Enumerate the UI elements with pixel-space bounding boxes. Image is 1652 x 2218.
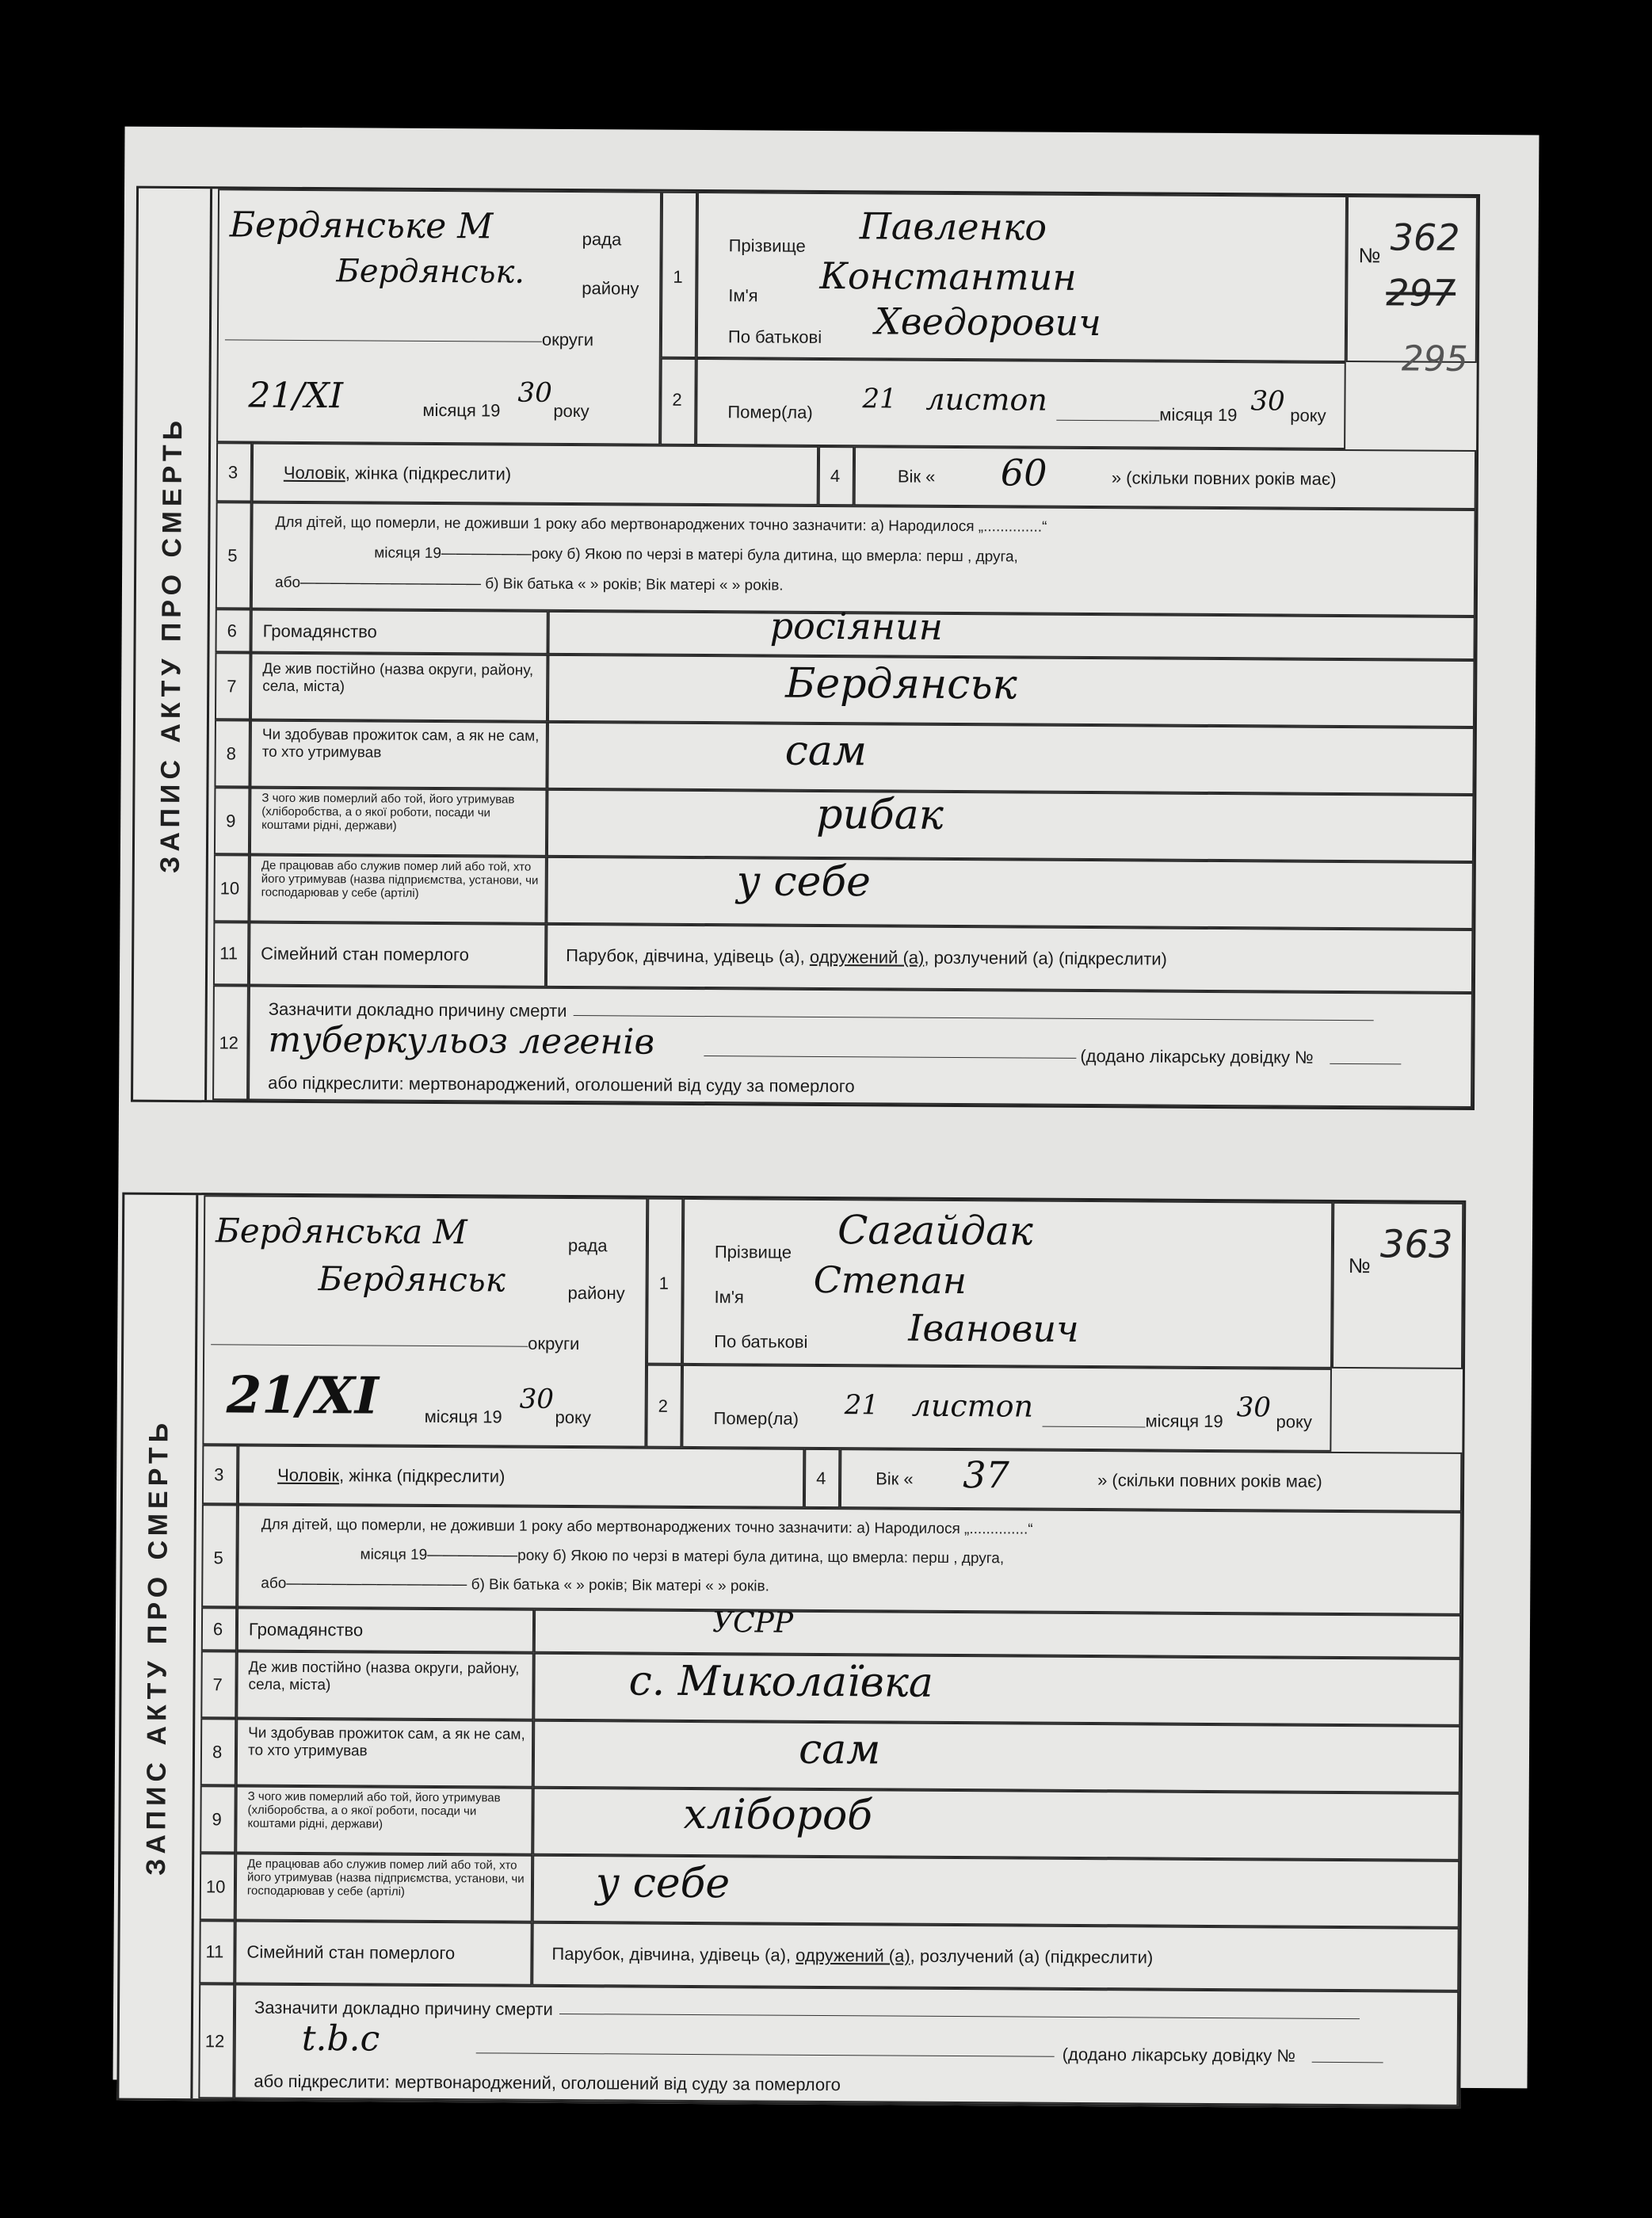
reg-date-value: 21/XI (226, 1365, 380, 1426)
record-number: 363 (1379, 1222, 1453, 1267)
alt-label: або підкреслити: мертвонароджений, оголошений від суду за померлого (268, 1072, 855, 1097)
livelihood-label: Чи здобував прожиток сам, а як не сам, то хто утримував (247, 1724, 525, 1760)
raion-value: Бердянськ (318, 1259, 506, 1300)
death-day-value: 21 (844, 1389, 879, 1422)
reg-year-label: року (555, 1407, 592, 1428)
marital-options: Парубок, дівчина, удівець (а), одружений (а), розлучений (а) (підкреслити) (566, 945, 1168, 969)
reg-year-value: 30 (519, 1383, 555, 1415)
cause-value: туберкульоз легенів (268, 1019, 655, 1063)
children-line-2: місяця 19——————року б) Якою по черзі в матері була дитина, що вмерла: перш , друга, (360, 1546, 1005, 1567)
death-day-value: 21 (862, 383, 897, 415)
raion-label: району (582, 278, 639, 299)
citizenship-value: росіянин (769, 604, 944, 648)
children-line-2: місяця 19——————року б) Якою по черзі в матері була дитина, що вмерла: перш , друга, (374, 544, 1018, 566)
certificate-label: (додано лікарську довідку № (1062, 2044, 1296, 2066)
okruhy-label: округи (541, 329, 594, 350)
age-value: 60 (1000, 451, 1047, 494)
rada-label: рада (582, 229, 622, 250)
certificate-label: (додано лікарську довідку № (1080, 1045, 1314, 1067)
citizenship-label: Громадянство (262, 620, 377, 642)
children-line-1: Для дітей, що померли, не доживши 1 року або мертвонароджених точно зазначити: а) Народилося „..............“ (275, 513, 1047, 536)
reg-year-label: року (553, 400, 589, 422)
age-tail: » (скільки повних років має) (1097, 1470, 1322, 1491)
death-year-label: року (1290, 405, 1326, 426)
occupation-value: рибак (816, 790, 944, 839)
old-record-number-2: 295 (1401, 338, 1468, 380)
death-month-label: місяця 19 (1159, 404, 1238, 426)
rada-value: Бердянська М (215, 1211, 467, 1252)
name-label: Ім'я (714, 1287, 744, 1308)
surname-label: Прізвище (714, 1242, 792, 1262)
death-month-value: листоп (911, 1388, 1034, 1424)
children-line-3: або———————————— б) Вік батька « » років; Вік матері « » років. (261, 1575, 769, 1595)
death-year-value: 30 (1236, 1391, 1272, 1424)
age-value: 37 (963, 1453, 1009, 1497)
sex-label: Чоловік, жінка (підкреслити) (283, 462, 512, 484)
rada-value: Бердянське М (229, 204, 494, 247)
reg-date-value: 21/XI (248, 375, 344, 417)
patronymic-label: По батькові (727, 326, 822, 347)
okruhy-label: округи (528, 1333, 580, 1354)
alt-label: або підкреслити: мертвонароджений, оголошений від суду за померлого (254, 2071, 841, 2095)
record-number: 362 (1390, 216, 1460, 259)
death-year-label: року (1276, 1411, 1313, 1432)
reg-month-label: місяця 19 (422, 399, 501, 421)
name-label: Ім'я (728, 285, 758, 306)
number-label: № (1358, 243, 1381, 268)
patronymic-label: По батькові (714, 1331, 808, 1352)
residence-label: Де жив постійно (назва округи, району, села, міста) (262, 660, 534, 696)
livelihood-label: Чи здобував прожиток сам, а як не сам, то хто утримував (261, 726, 540, 762)
occupation-label: З чого жив померлий або той, його утримував (хліборобства, а о якої роботи, посади чи коштами рідні, держави) (261, 791, 515, 833)
surname-label: Прізвище (728, 235, 806, 256)
workplace-label: Де працював або служив помер лий або той, хто його утримував (назва підприємства, установи, чи господарював у себе (артілі) (261, 858, 539, 900)
age-tail: » (скільки повних років має) (1111, 468, 1337, 489)
citizenship-label: Громадянство (248, 1619, 364, 1640)
death-label: Помер(ла) (727, 402, 813, 422)
livelihood-value: сам (798, 1725, 881, 1774)
raion-label: району (567, 1283, 625, 1304)
cause-label: Зазначити докладно причину смерти (254, 1997, 553, 2019)
marital-options: Парубок, дівчина, удівець (а), одружений (а), розлучений (а) (підкреслити) (551, 1943, 1154, 1968)
death-month-label: місяця 19 (1145, 1411, 1223, 1432)
reg-year-value: 30 (517, 376, 552, 409)
document-page (113, 127, 1539, 2095)
livelihood-value: сам (784, 727, 868, 776)
marital-label: Сімейний стан померлого (261, 943, 469, 965)
marital-label: Сімейний стан померлого (246, 1941, 456, 1964)
residence-label: Де жив постійно (назва округи, району, села, міста) (248, 1659, 520, 1694)
citizenship-value: УСРР (712, 1606, 794, 1640)
death-month-value: листоп (925, 381, 1047, 418)
residence-value: с. Миколаївка (628, 1657, 934, 1707)
occupation-value: хлібороб (683, 1790, 873, 1840)
cause-value: t.b.c (301, 2018, 380, 2060)
name-value: Степан (813, 1258, 967, 1303)
children-line-3: або———————————— б) Вік батька « » років; Вік матері « » років. (274, 574, 784, 594)
record-side-title: ЗАПИС АКТУ ПРО СМЕРТЬ (133, 189, 212, 1101)
cause-label: Зазначити докладно причину смерти (268, 998, 567, 1021)
death-year-value: 30 (1250, 385, 1285, 418)
death-label: Помер(ла) (713, 1408, 799, 1429)
surname-value: Павленко (859, 204, 1047, 249)
surname-value: Сагайдак (837, 1207, 1033, 1254)
age-label: Вік « (876, 1468, 914, 1489)
death-record-1: ЗАПИС АКТУ ПРО СМЕРТЬ Бердянське М рада Бердянськ. району округи 21/XI місяця 19 30 року 1 2 Прізвище Павленко Ім'я Константин По батькові Хведорович Помер(ла) 21 листоп місяця 19 30 року № 362 297 295 3 Чоловік, жінка (підкреслити) 4 Вік « 60 » (скільки повних років має) 5 Для дітей, що померли, не доживши 1 року або мертвонароджених точно зазначити: а) Народилося „..............“ місяця 19——————року б) Якою по черзі в матері була дитина, що вмерла: перш , друга, або———————————— б) Вік батька « » років; Вік матері « » років. 6 Громадянство росіянин 7 Де жив постійно (назва округи, району, села, міста) Бердянськ 8 Чи здобував прожиток сам, а як не сам, то хто утримував сам 9 З чого жив померлий або той, його утримував (хліборобства, а о якої роботи, посади чи коштами рідні, держави) рибак 10 Де працював або служив помер лий або той, хто його утримував (назва підприємства, установи, чи господарював у себе (артілі) у себе 11 Сімейний стан померлого Парубок, дівчина, удівець (а), одружений (а), розлучений (а) (підкреслити) 12 Зазначити докладно причину смерти туберкульоз легенів (додано лікарську довідку № або підкреслити: мертвонароджений, оголошений від суду за померлого (131, 186, 1480, 1110)
workplace-value: у себе (595, 1859, 731, 1908)
children-line-1: Для дітей, що померли, не доживши 1 року або мертвонароджених точно зазначити: а) Народилося „..............“ (261, 1516, 1033, 1538)
death-record-2: ЗАПИС АКТУ ПРО СМЕРТЬ Бердянська М рада Бердянськ району округи 21/XI місяця 19 30 року 1 2 Прізвище Сагайдак Ім'я Степан По батькові Іванович Помер(ла) 21 листоп місяця 19 30 року № 363 3 Чоловік, жінка (підкреслити) 4 Вік « 37 » (скільки повних років має) 5 Для дітей, що померли, не доживши 1 року або мертвонароджених точно зазначити: а) Народилося „..............“ місяця 19——————року б) Якою по черзі в матері була дитина, що вмерла: перш , друга, або———————————— б) Вік батька « » років; Вік матері « » років. 6 Громадянство УСРР 7 Де жив постійно (назва округи, району, села, міста) с. Миколаївка 8 Чи здобував прожиток сам, а як не сам, то хто утримував сам 9 З чого жив померлий або той, його утримував (хліборобства, а о якої роботи, посади чи коштами рідні, держави) хлібороб 10 Де працював або служив помер лий або той, хто його утримував (назва підприємства, установи, чи господарював у себе (артілі) у себе 11 Сімейний стан померлого Парубок, дівчина, удівець (а), одружений (а), розлучений (а) (підкреслити) 12 Зазначити докладно причину смерти t.b.c (додано лікарську довідку № або підкреслити: мертвонароджений, оголошений від суду за померлого (116, 1193, 1466, 2109)
record-side-title: ЗАПИС АКТУ ПРО СМЕРТЬ (119, 1195, 198, 2099)
reg-month-label: місяця 19 (424, 1406, 502, 1427)
raion-value: Бердянськ. (336, 253, 525, 291)
workplace-value: у себе (736, 857, 872, 907)
sex-label: Чоловік, жінка (підкреслити) (277, 1464, 506, 1487)
rada-label: рада (567, 1235, 608, 1256)
name-value: Константин (819, 254, 1077, 299)
patronymic-value: Хведорович (874, 300, 1101, 345)
number-label: № (1348, 1254, 1371, 1278)
workplace-label: Де працював або служив помер лий або той, хто його утримував (назва підприємства, установи, чи господарював у себе (артілі) (246, 1857, 525, 1899)
residence-value: Бердянськ (785, 659, 1017, 709)
old-record-number: 297 (1386, 271, 1456, 315)
age-label: Вік « (897, 466, 936, 487)
patronymic-value: Іванович (908, 1306, 1079, 1350)
occupation-label: З чого жив померлий або той, його утримував (хліборобства, а о якої роботи, посади чи коштами рідні, держави) (247, 1789, 501, 1831)
